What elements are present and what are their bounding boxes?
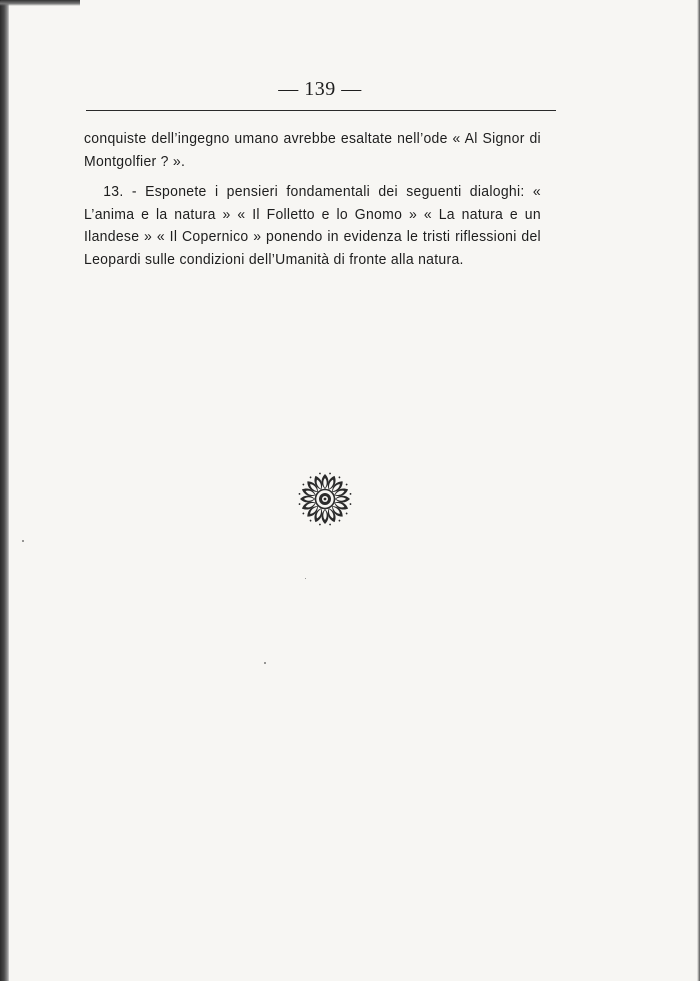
rosette-dot	[319, 523, 321, 525]
floral-rosette-icon	[298, 472, 352, 526]
body-text	[84, 128, 541, 279]
rosette-dot	[319, 472, 321, 474]
rosette-dot	[345, 483, 347, 485]
header-rule	[86, 110, 556, 111]
page-top-edge	[0, 0, 80, 6]
rosette-dot	[349, 503, 351, 505]
paragraph-exercise-13: 13. - Esponete i pensieri fondamentali dei seguenti dialoghi: « L’anima e la natura » « Il Folletto e lo Gnomo » « La natura e un Ilandese » « Il Copernico » ponendo in evidenza le tristi riflessioni del Leopardi sulle condizioni dell’Umanità di fronte alla natura.	[84, 184, 541, 268]
scan-speck	[264, 662, 266, 664]
rosette-dot	[302, 512, 304, 514]
rosette-dot	[302, 483, 304, 485]
paragraph-continuation: conquiste dell’ingegno umano avrebbe esaltate nell’ode « Al Signor di Montgolfier ? ».	[84, 131, 541, 170]
rosette-dot	[338, 476, 340, 478]
page-number: — 139 —	[278, 78, 362, 100]
page-binding-edge	[0, 0, 9, 981]
rosette-dot	[309, 476, 311, 478]
rosette-dot	[349, 493, 351, 495]
rosette-dot	[309, 519, 311, 521]
rosette-dot	[345, 512, 347, 514]
rosette-dot	[298, 503, 300, 505]
rosette-dot	[338, 519, 340, 521]
rosette-dot	[329, 472, 331, 474]
scan-speck	[22, 540, 24, 542]
rosette-dot	[298, 493, 300, 495]
rosette-dot	[329, 523, 331, 525]
scan-speck	[305, 578, 306, 579]
